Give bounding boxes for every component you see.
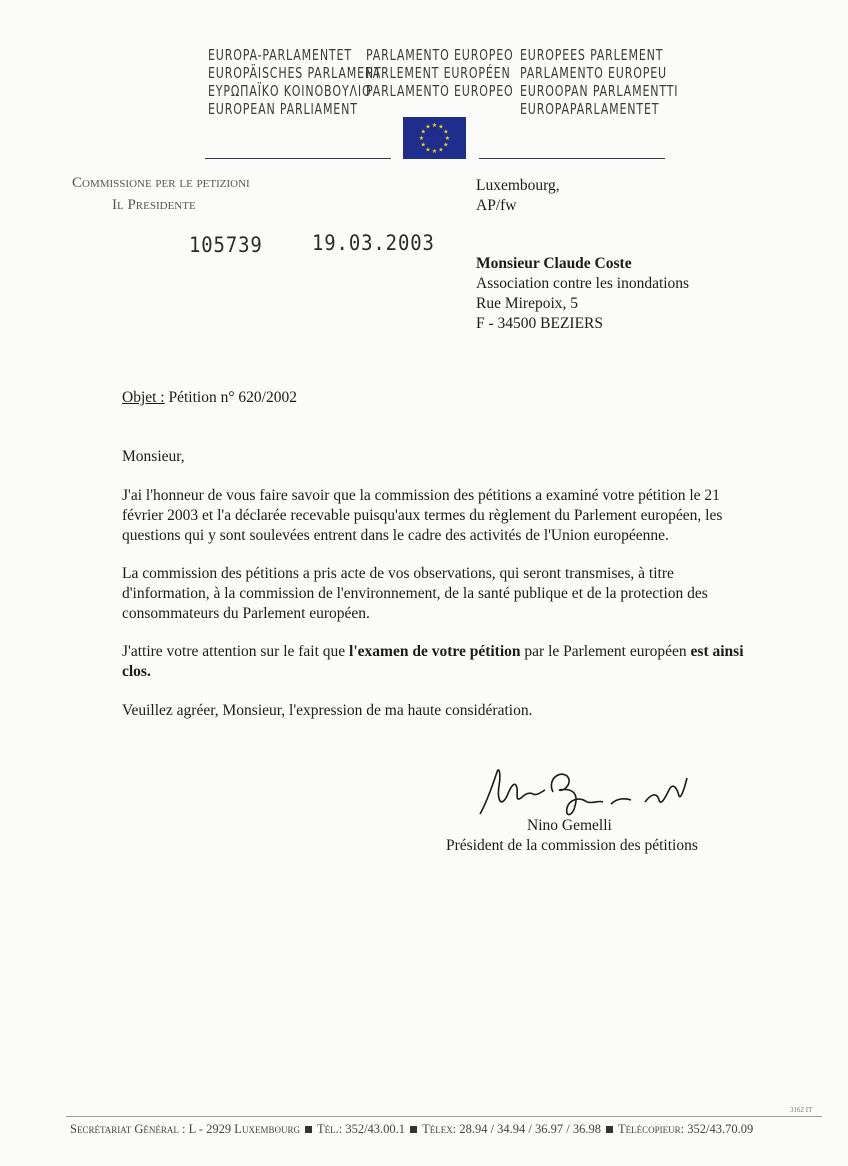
closing: Veuillez agréer, Monsieur, l'expression de ma haute considération. bbox=[122, 702, 533, 719]
footer-fax: Télécopieur: 352/43.70.09 bbox=[618, 1122, 754, 1136]
letterhead-line: EUROPEAN PARLIAMENT bbox=[208, 100, 358, 118]
paragraph-3-bold: l'examen de votre pétition bbox=[349, 643, 521, 660]
letterhead-rule-left bbox=[205, 158, 391, 159]
subject-text: Pétition n° 620/2002 bbox=[168, 389, 297, 406]
flag-star: ★ bbox=[425, 147, 431, 154]
sender-committee: Commissione per le petizioni bbox=[72, 175, 250, 191]
letterhead-line: EUROPÄISCHES PARLAMENT bbox=[208, 64, 382, 82]
bullet-square-icon bbox=[606, 1126, 613, 1133]
place-city: Luxembourg, bbox=[476, 177, 560, 194]
paragraph-3-text: par le Parlement européen bbox=[520, 643, 691, 660]
signatory-name: Nino Gemelli bbox=[527, 817, 612, 834]
flag-star: ★ bbox=[443, 129, 449, 136]
reference: AP/fw bbox=[476, 197, 517, 214]
bullet-square-icon bbox=[410, 1126, 417, 1133]
flag-star: ★ bbox=[420, 129, 426, 136]
letterhead-line: EUROPAPARLAMENTET bbox=[520, 100, 660, 118]
letterhead-line: EUROOPAN PARLAMENTTI bbox=[520, 82, 679, 100]
flag-star: ★ bbox=[438, 124, 444, 131]
footer-telex: Télex: 28.94 / 34.94 / 36.97 / 36.98 bbox=[422, 1122, 601, 1136]
recipient-street: Rue Mirepoix, 5 bbox=[476, 295, 579, 312]
subject-label: Objet : bbox=[122, 389, 165, 406]
letterhead-line: EUROPEES PARLEMENT bbox=[520, 46, 664, 64]
flag-star: ★ bbox=[444, 136, 451, 142]
letterhead-line: EUROPA-PARLAMENTET bbox=[208, 46, 352, 64]
footer-secretariat: Secrétariat Général : L - 2929 Luxembourg bbox=[70, 1122, 300, 1136]
paragraph-2: La commission des pétitions a pris acte de vos observations, qui seront transmises, à titre d'information, à la commission de l'environnement, de la santé publique et de la protection des consommateurs du Parlement européen. bbox=[122, 565, 708, 622]
handwritten-signature bbox=[475, 762, 690, 822]
letterhead-col-3 bbox=[520, 46, 713, 118]
flag-star: ★ bbox=[420, 142, 426, 149]
bullet-square-icon bbox=[305, 1126, 312, 1133]
paragraph-1: J'ai l'honneur de vous faire savoir que la commission des pétitions a examiné votre pétition le 21 février 2003 et l'a déclarée recevable puisqu'aux termes du règlement du Parlement européen, les questions qui y sont soulevées entrent dans le cadre des activités de l'Union européenne. bbox=[122, 487, 723, 544]
sender-role: Il Presidente bbox=[112, 197, 196, 213]
paragraph-3-text: J'attire votre attention sur le fait que bbox=[122, 643, 350, 660]
letterhead-line: PARLAMENTO EUROPEO bbox=[366, 82, 514, 100]
flag-star: ★ bbox=[431, 123, 438, 129]
recipient-address bbox=[476, 254, 689, 334]
letterhead-col-2 bbox=[366, 46, 546, 100]
stamp-number: 105739 bbox=[189, 233, 263, 257]
recipient-city: F - 34500 BEZIERS bbox=[476, 315, 604, 332]
letterhead-rule-right bbox=[479, 158, 665, 159]
flag-star: ★ bbox=[443, 142, 449, 149]
letterhead-line: PARLEMENT EUROPÉEN bbox=[366, 64, 511, 82]
subject-line bbox=[122, 388, 297, 408]
paragraph-3-bold: est ainsi clos. bbox=[122, 643, 744, 680]
recipient-org: Association contre les inondations bbox=[476, 275, 690, 292]
flag-star: ★ bbox=[431, 149, 438, 155]
flag-star: ★ bbox=[438, 147, 444, 154]
recipient-name: Monsieur Claude Coste bbox=[476, 255, 632, 272]
stamp-date: 19.03.2003 bbox=[312, 231, 435, 255]
letterhead-line: ΕΥΡΩΠΑΪΚΟ ΚΟΙΝΟΒΟΥΛΙΟ bbox=[208, 82, 372, 100]
document-code: 3162 IT bbox=[790, 1106, 813, 1114]
letterhead-line: PARLAMENTO EUROPEO bbox=[366, 46, 514, 64]
flag-star: ★ bbox=[418, 136, 425, 142]
salutation: Monsieur, bbox=[122, 448, 185, 465]
flag-star: ★ bbox=[425, 124, 431, 131]
footer-address bbox=[70, 1122, 753, 1137]
footer-phone: Tél.: 352/43.00.1 bbox=[316, 1122, 406, 1136]
signatory-title: Président de la commission des pétitions bbox=[446, 837, 698, 854]
footer-rule bbox=[66, 1116, 822, 1117]
paragraph-3 bbox=[122, 642, 764, 682]
letterhead-line: PARLAMENTO EUROPEU bbox=[520, 64, 667, 82]
eu-flag-icon bbox=[403, 117, 466, 159]
